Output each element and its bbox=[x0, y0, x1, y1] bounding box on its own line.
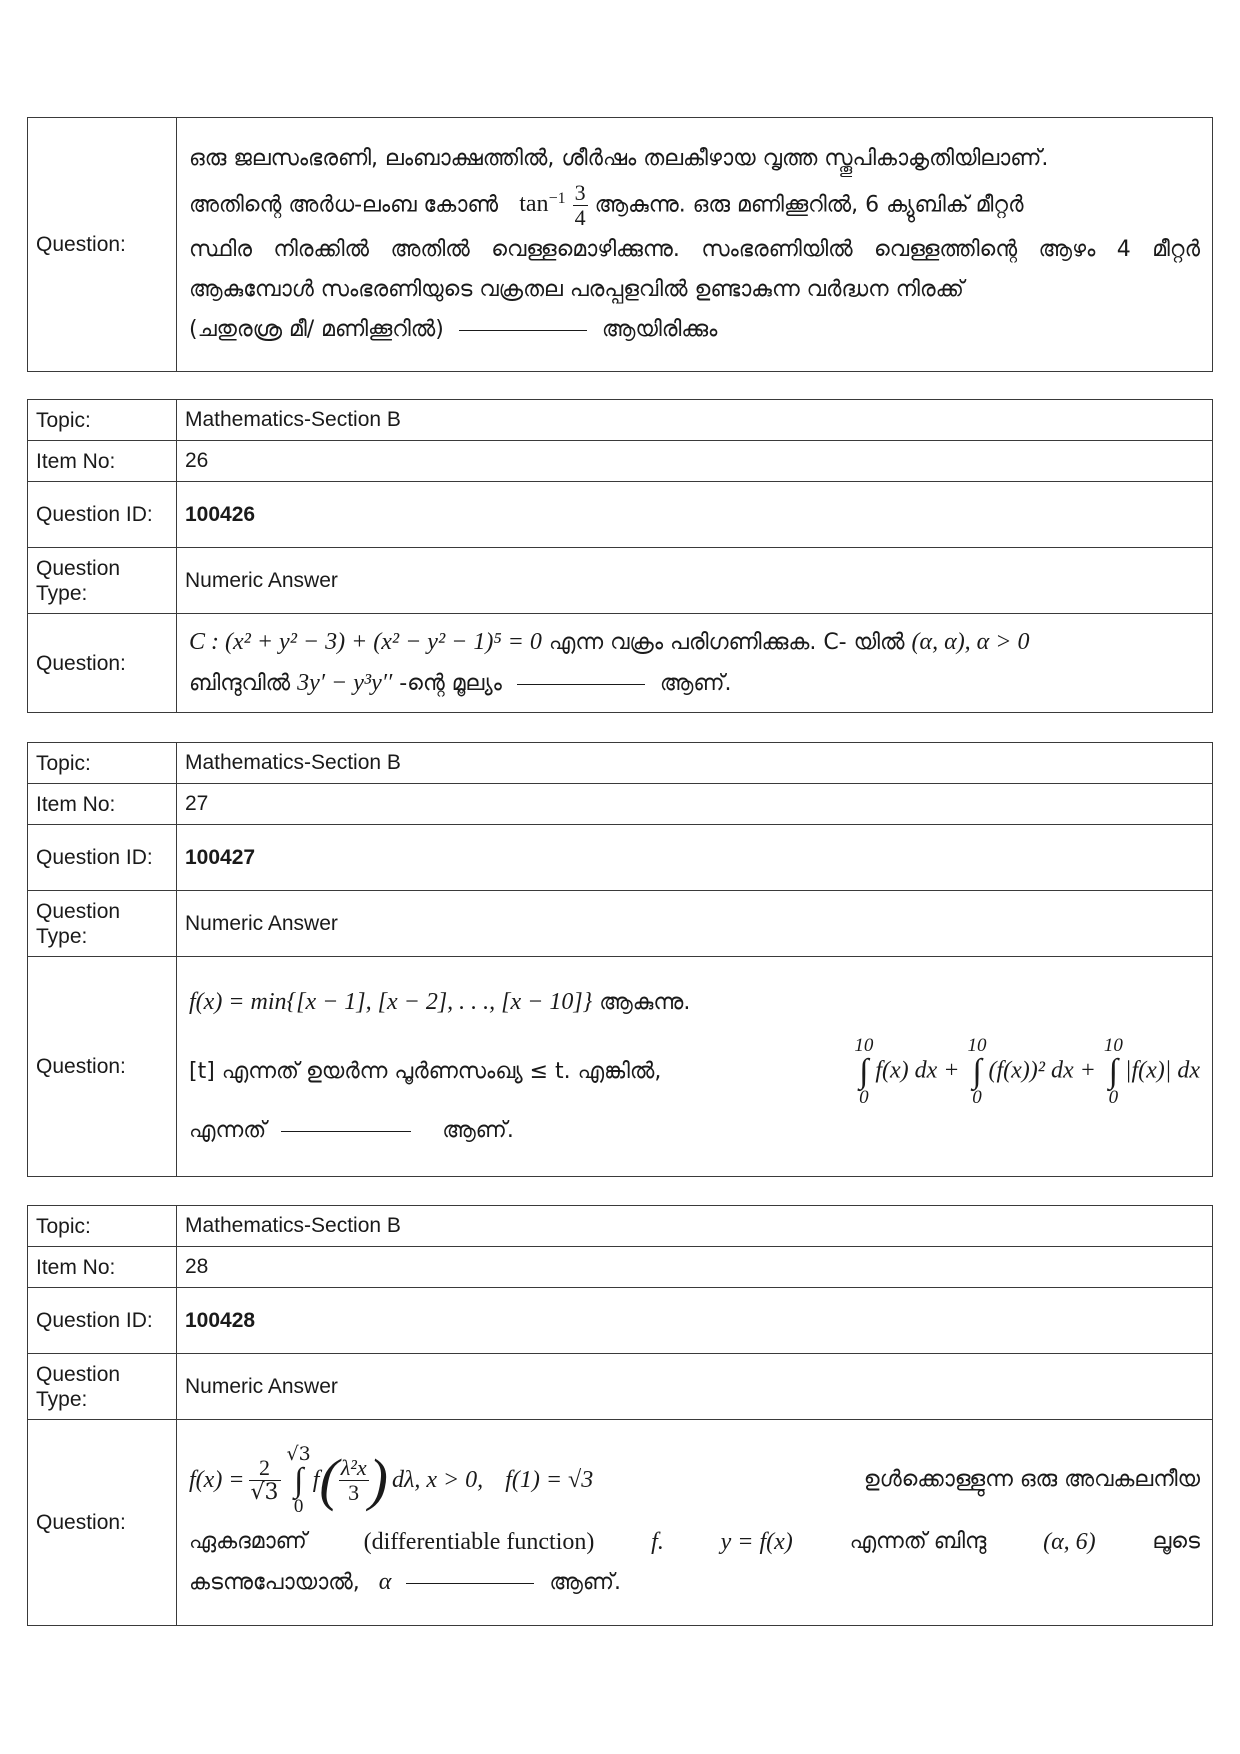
question-type-value: Numeric Answer bbox=[177, 1354, 1213, 1420]
question-line-2b: ആകുന്നു. ഒരു മണിക്കൂറിൽ, 6 ക്യുബിക് മീറ്റർ bbox=[594, 192, 1024, 218]
integral-upper-limit: √3 bbox=[286, 1442, 311, 1465]
question-text-8: ലൂടെ bbox=[1152, 1528, 1200, 1554]
equation-lhs: f(x) = bbox=[189, 1467, 245, 1493]
question-text-3: (differentiable function) bbox=[363, 1528, 595, 1555]
functional-equation bbox=[189, 1443, 593, 1518]
integral-sign: 10 ∫ 0 bbox=[854, 1035, 874, 1108]
integral-lower-limit: 0 bbox=[1108, 1087, 1119, 1108]
question-type-label: Question Type: bbox=[28, 891, 177, 957]
question-text-4: ആണ്. bbox=[659, 671, 732, 696]
question-id-value: 100426 bbox=[177, 482, 1213, 548]
argument-fraction bbox=[339, 1456, 369, 1505]
question-text-9: കടന്നുപോയാൽ, bbox=[189, 1569, 360, 1595]
initial-condition: f(1) = √3 bbox=[505, 1467, 594, 1493]
integral-sum bbox=[852, 1035, 1200, 1109]
integral-lower-limit: 0 bbox=[972, 1087, 982, 1108]
question-type-value: Numeric Answer bbox=[177, 548, 1213, 614]
answer-blank bbox=[406, 1582, 534, 1584]
item-no-label: Item No: bbox=[28, 784, 177, 825]
question-table-item-28 bbox=[27, 1205, 1213, 1626]
integral-sign: 10 ∫ 0 bbox=[1103, 1035, 1123, 1108]
topic-label: Topic: bbox=[28, 400, 177, 441]
fraction-numerator: 3 bbox=[574, 179, 586, 205]
right-paren: ) bbox=[368, 1447, 388, 1512]
fraction-three-quarters bbox=[573, 181, 588, 230]
question-line-1: ഒരു ജലസംഭരണി, ലംബാക്ഷത്തിൽ, ശീർഷം തലകീഴായ വൃത്ത സ്തൂപികാകൃതിയിലാണ്. bbox=[189, 146, 1049, 172]
item-no-label: Item No: bbox=[28, 1247, 177, 1288]
alpha-symbol: α bbox=[378, 1568, 392, 1595]
integrand-3: |f(x)| dx bbox=[1124, 1057, 1200, 1084]
question-text-11: ആണ്. bbox=[549, 1569, 621, 1595]
integrand-2: (f(x))² dx + bbox=[988, 1057, 1096, 1084]
constant-denominator: √3 bbox=[250, 1479, 279, 1505]
question-table-item-27 bbox=[27, 742, 1213, 1177]
question-label: Question: bbox=[28, 957, 177, 1177]
question-table-previous bbox=[27, 117, 1213, 372]
integral-sign: 10 ∫ 0 bbox=[967, 1035, 987, 1108]
question-id-label: Question ID: bbox=[28, 1288, 177, 1354]
question-line-2a: അതിന്റെ അർധ-ലംബ കോൺ bbox=[189, 192, 499, 218]
question-text-3: എന്നത് bbox=[189, 1118, 267, 1143]
question-text bbox=[177, 957, 1213, 1177]
integral-upper-limit: 10 bbox=[967, 1035, 987, 1056]
question-text-2: ബിന്ദുവിൽ bbox=[189, 671, 291, 696]
integral-lower-limit: 0 bbox=[293, 1495, 304, 1517]
integrand-1: f(x) dx + bbox=[875, 1057, 960, 1084]
question-line-4a: (ചതുരശ്ര മീ/ മണിക്കൂറിൽ) bbox=[189, 316, 444, 342]
question-id-value: 100427 bbox=[177, 825, 1213, 891]
question-text-2: [t] എന്നത് ഉയർന്ന പൂർണസംഖ്യ ≤ t. എങ്കിൽ, bbox=[189, 1059, 662, 1084]
constant-fraction bbox=[249, 1456, 281, 1505]
item-no-value: 26 bbox=[177, 441, 1213, 482]
question-id-label: Question ID: bbox=[28, 825, 177, 891]
point-alpha-six: (α, 6) bbox=[1043, 1528, 1096, 1555]
curve-equation: y = f(x) bbox=[720, 1528, 793, 1555]
question-text-3: -ന്റെ മൂല്യം bbox=[399, 671, 502, 696]
question-text-1: ഉൾക്കൊള്ളുന്ന ഒരു അവകലനീയ bbox=[863, 1467, 1200, 1492]
topic-value: Mathematics-Section B bbox=[177, 743, 1213, 784]
question-text-6: എന്നത് ബിന്ദു bbox=[849, 1528, 987, 1554]
integral-upper-limit: 10 bbox=[854, 1035, 874, 1056]
derivative-expression: 3y′ − y³y′′ bbox=[297, 670, 393, 696]
question-text bbox=[177, 118, 1213, 372]
argument-denominator: 3 bbox=[348, 1479, 360, 1505]
integral-upper-limit: 10 bbox=[1103, 1035, 1123, 1056]
question-id-value: 100428 bbox=[177, 1288, 1213, 1354]
item-no-value: 27 bbox=[177, 784, 1213, 825]
question-text-4: ആണ്. bbox=[442, 1118, 514, 1143]
question-text-1: ആകുന്നു. bbox=[599, 990, 691, 1015]
curve-equation: C : (x² + y² − 3) + (x² − y² − 1)⁵ = 0 bbox=[189, 629, 542, 655]
constant-numerator: 2 bbox=[249, 1456, 281, 1481]
left-paren: ( bbox=[319, 1447, 339, 1512]
question-text-1: എന്ന വക്രം പരിഗണിക്കുക. C- യിൽ bbox=[548, 630, 905, 655]
question-label: Question: bbox=[28, 614, 177, 713]
item-no-label: Item No: bbox=[28, 441, 177, 482]
integral-sign: √3 ∫ 0 bbox=[286, 1442, 311, 1517]
answer-blank bbox=[517, 683, 645, 685]
tan-function: tan bbox=[519, 191, 549, 218]
question-type-label: Question Type: bbox=[28, 548, 177, 614]
answer-blank bbox=[459, 329, 587, 331]
question-type-label: Question Type: bbox=[28, 1354, 177, 1420]
argument-numerator: λ²x bbox=[340, 1454, 367, 1480]
fraction-denominator: 4 bbox=[574, 204, 586, 230]
question-table-item-26 bbox=[27, 399, 1213, 713]
question-label: Question: bbox=[28, 1420, 177, 1626]
question-text-2: ഏകദമാണ് bbox=[189, 1528, 307, 1554]
integral-lower-limit: 0 bbox=[859, 1087, 869, 1108]
equation-rest: dλ, x > 0, bbox=[391, 1467, 484, 1493]
topic-value: Mathematics-Section B bbox=[177, 1206, 1213, 1247]
topic-label: Topic: bbox=[28, 1206, 177, 1247]
question-line-3: സ്ഥിര നിരക്കിൽ അതിൽ വെള്ളമൊഴിക്കുന്നു. സംഭരണിയിൽ വെള്ളത്തിന്റെ ആഴം 4 മീറ്റർ ആകുമ്പോൾ സംഭരണിയുടെ വക്രതല പരപ്പളവിൽ ഉണ്ടാകുന്ന വർദ്ധന നിരക്ക് bbox=[189, 236, 1200, 302]
point-alpha: (α, α), α > 0 bbox=[911, 629, 1030, 655]
question-label: Question: bbox=[28, 118, 177, 372]
tan-inverse-sup: −1 bbox=[548, 190, 566, 208]
question-id-label: Question ID: bbox=[28, 482, 177, 548]
function-f: f bbox=[312, 1467, 320, 1493]
question-text bbox=[177, 1420, 1213, 1626]
function-definition: f(x) = min{[x − 1], [x − 2], . . ., [x − 10]} bbox=[189, 989, 593, 1015]
question-text bbox=[177, 614, 1213, 713]
answer-blank bbox=[281, 1130, 411, 1132]
item-no-value: 28 bbox=[177, 1247, 1213, 1288]
topic-value: Mathematics-Section B bbox=[177, 400, 1213, 441]
question-type-value: Numeric Answer bbox=[177, 891, 1213, 957]
question-line-4b: ആയിരിക്കും bbox=[601, 316, 718, 342]
question-text-4: f. bbox=[651, 1528, 664, 1555]
topic-label: Topic: bbox=[28, 743, 177, 784]
